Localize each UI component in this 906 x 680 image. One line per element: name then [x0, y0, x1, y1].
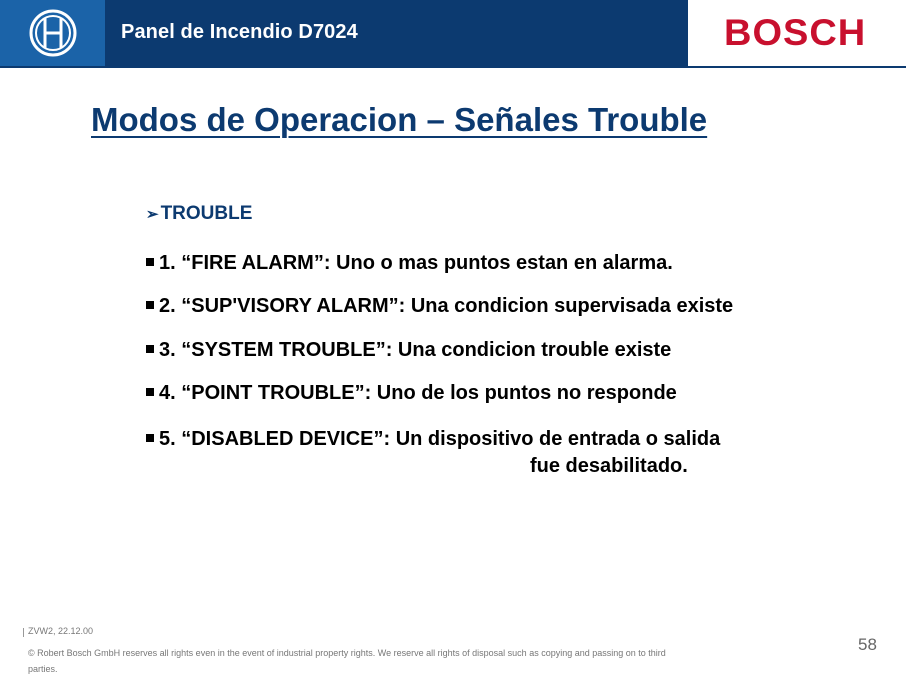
- square-bullet-icon: [146, 301, 154, 309]
- square-bullet-icon: [146, 345, 154, 353]
- header-divider: [0, 66, 906, 68]
- bosch-logo-text: BOSCH: [724, 12, 867, 54]
- list-item: [146, 339, 671, 362]
- copyright-notice: © Robert Bosch GmbH reserves all rights even in the event of industrial property rights. We reserve all rights of disposal such as copying and passing on to third parties.: [28, 648, 666, 674]
- slide-title: Modos de Operacion – Señales Trouble: [91, 101, 708, 138]
- list-item-label: 3. “SYSTEM TROUBLE”: Una condicion trouble existe: [159, 339, 672, 361]
- header: [0, 0, 906, 66]
- square-bullet-icon: [146, 258, 154, 266]
- header-title: Panel de Incendio D7024: [121, 21, 358, 43]
- logo-box: [0, 0, 105, 66]
- list-item-continuation: fue desabilitado.: [530, 455, 688, 477]
- list-item-label: 2. “SUP'VISORY ALARM”: Una condicion supervisada existe: [159, 295, 734, 317]
- arrow-bullet-icon: ➢: [146, 206, 159, 223]
- footer-divider: [23, 628, 24, 637]
- section-heading-label: TROUBLE: [160, 203, 253, 224]
- brand-area: [688, 0, 906, 66]
- list-item-label: 5. “DISABLED DEVICE”: Un dispositivo de entrada o salida: [159, 428, 721, 450]
- page-number: 58: [858, 635, 877, 654]
- bosch-armature-icon: [28, 8, 78, 58]
- title-band: [105, 0, 688, 66]
- footer-code: ZVW2, 22.12.00: [28, 626, 94, 636]
- list-item: [146, 428, 721, 477]
- list-item: [146, 295, 733, 318]
- list-item: [146, 252, 673, 275]
- square-bullet-icon: [146, 434, 154, 442]
- list-item: [146, 382, 677, 405]
- square-bullet-icon: [146, 388, 154, 396]
- list-item-label: 4. “POINT TROUBLE”: Uno de los puntos no responde: [159, 382, 677, 404]
- list-item-label: 1. “FIRE ALARM”: Uno o mas puntos estan en alarma.: [159, 252, 673, 274]
- section-heading: [146, 203, 252, 225]
